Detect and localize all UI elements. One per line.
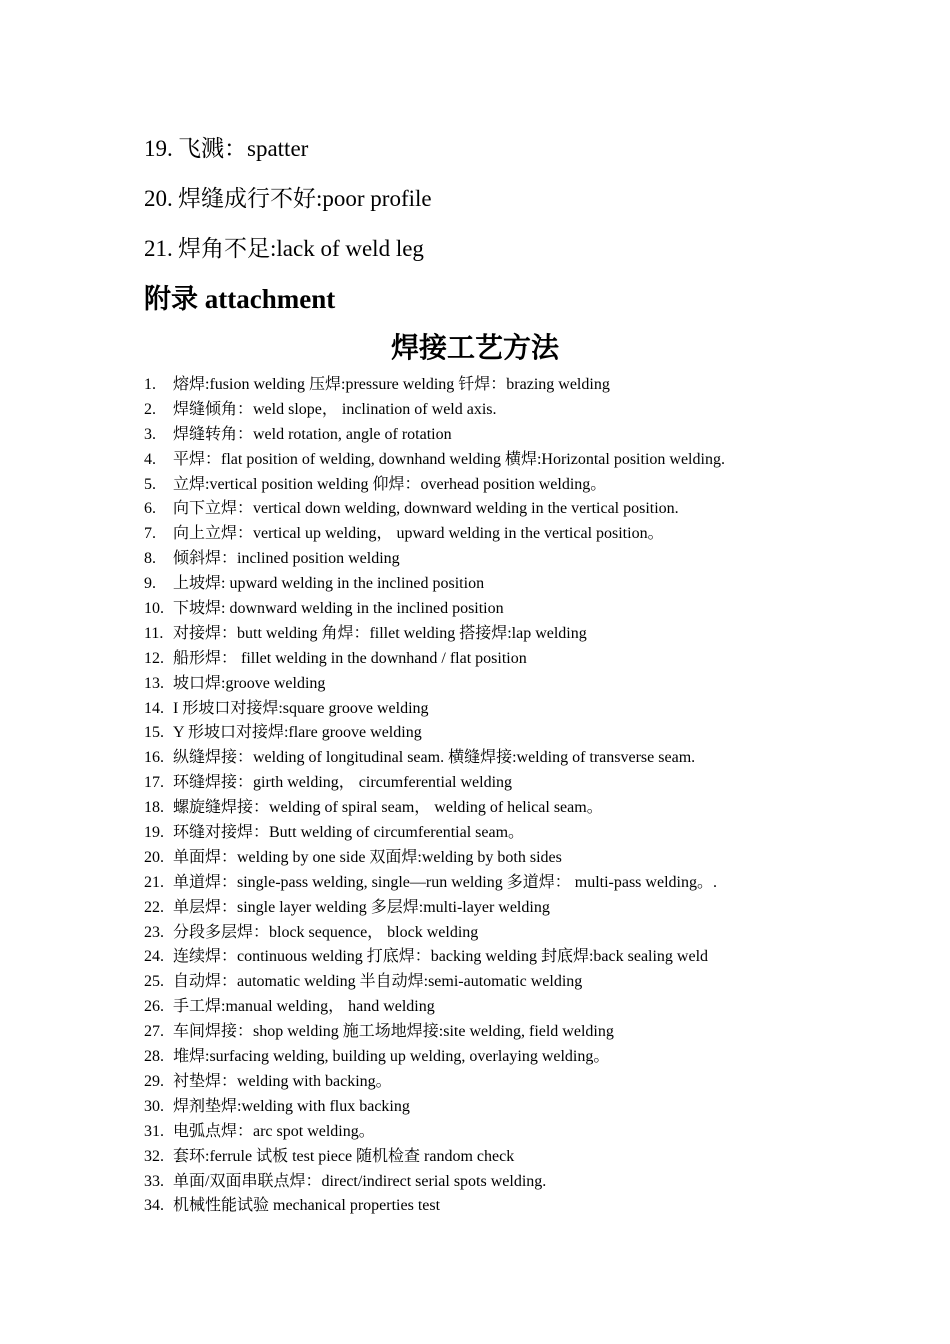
term-item <box>144 871 864 896</box>
term-number: 2. <box>144 400 156 418</box>
term-item <box>144 970 864 995</box>
term-text: 焊剂垫焊:welding with flux backing <box>173 1097 410 1115</box>
term-text: 环缝焊接：girth welding， circumferential welding <box>173 774 513 792</box>
section-title: 焊接工艺方法 <box>390 333 559 364</box>
term-number: 25. <box>144 973 164 991</box>
list-item <box>144 130 864 180</box>
term-text: 向上立焊：vertical up welding， upward welding in the vertical position。 <box>173 525 664 543</box>
term-text: 对接焊：butt welding 角焊：fillet welding 搭接焊:lap welding <box>173 624 587 642</box>
term-item <box>144 846 864 871</box>
term-item <box>144 896 864 921</box>
term-text: 焊缝倾角：weld slope， inclination of weld axis. <box>173 400 497 418</box>
term-item <box>144 721 864 746</box>
term-item <box>144 1020 864 1045</box>
term-item <box>144 597 864 622</box>
term-text: 自动焊：automatic welding 半自动焊:semi-automatic welding <box>173 973 583 991</box>
term-number: 14. <box>144 699 164 717</box>
appendix-heading: 附录 attachment <box>144 284 336 314</box>
term-number: 32. <box>144 1147 164 1165</box>
term-number: 13. <box>144 674 164 692</box>
term-number: 16. <box>144 749 164 767</box>
term-text: 下坡焊: downward welding in the inclined position <box>173 600 504 618</box>
term-text: 套环:ferrule 试板 test piece 随机检查 random check <box>173 1147 515 1165</box>
term-item <box>144 647 864 672</box>
term-text: 螺旋缝焊接：welding of spiral seam， welding of helical seam。 <box>173 799 603 817</box>
term-number: 11. <box>144 624 164 642</box>
term-text: 连续焊：continuous welding 打底焊：backing welding 封底焊:back sealing weld <box>173 948 709 966</box>
term-item <box>144 697 864 722</box>
term-item <box>144 622 864 647</box>
term-number: 22. <box>144 898 164 916</box>
term-number: 6. <box>144 500 156 518</box>
item-text: 飞溅：spatter <box>178 136 309 161</box>
term-number: 29. <box>144 1072 164 1090</box>
term-text: 环缝对接焊：Butt welding of circumferential seam。 <box>173 824 525 842</box>
term-text: 堆焊:surfacing welding, building up welding, overlaying welding。 <box>173 1048 610 1066</box>
term-item <box>144 373 864 398</box>
term-text: 机械性能试验 mechanical properties test <box>173 1197 441 1215</box>
welding-process-term-list <box>144 373 864 1219</box>
term-text: 立焊:vertical position welding 仰焊：overhead position welding。 <box>173 475 607 493</box>
term-text: 单面焊：welding by one side 双面焊:welding by both sides <box>173 848 562 866</box>
term-item <box>144 672 864 697</box>
item-text: 焊角不足:lack of weld leg <box>178 236 424 261</box>
term-number: 24. <box>144 948 164 966</box>
term-text: 单道焊：single-pass welding, single—run welding 多道焊： multi-pass welding。. <box>173 873 717 891</box>
term-item <box>144 398 864 423</box>
term-text: 坡口焊:groove welding <box>173 674 326 692</box>
term-number: 3. <box>144 425 156 443</box>
term-item <box>144 921 864 946</box>
term-item <box>144 473 864 498</box>
term-text: 电弧点焊：arc spot welding。 <box>173 1122 375 1140</box>
term-number: 17. <box>144 774 164 792</box>
term-number: 18. <box>144 799 164 817</box>
term-number: 4. <box>144 450 156 468</box>
term-number: 7. <box>144 525 156 543</box>
term-number: 31. <box>144 1122 164 1140</box>
term-text: 手工焊:manual welding， hand welding <box>173 998 435 1016</box>
term-text: 衬垫焊：welding with backing。 <box>173 1072 392 1090</box>
term-text: 平焊：flat position of welding, downhand welding 横焊:Horizontal position welding. <box>173 450 725 468</box>
term-text: 单面/双面串联点焊：direct/indirect serial spots welding. <box>173 1172 547 1190</box>
term-number: 8. <box>144 550 156 568</box>
term-text: 船形焊： fillet welding in the downhand / flat position <box>173 649 527 667</box>
term-number: 19. <box>144 824 164 842</box>
term-item <box>144 945 864 970</box>
term-number: 12. <box>144 649 164 667</box>
term-text: 纵缝焊接：welding of longitudinal seam. 横缝焊接:welding of transverse seam. <box>173 749 696 767</box>
item-number: 19. <box>144 136 173 161</box>
term-item <box>144 1170 864 1195</box>
term-item <box>144 1070 864 1095</box>
term-number: 5. <box>144 475 156 493</box>
term-number: 30. <box>144 1097 164 1115</box>
term-text: 向下立焊：vertical down welding, downward welding in the vertical position. <box>173 500 679 518</box>
term-text: Y 形坡口对接焊:flare groove welding <box>173 724 422 742</box>
term-text: 分段多层焊：block sequence， block welding <box>173 923 479 941</box>
term-item <box>144 522 864 547</box>
term-item <box>144 796 864 821</box>
term-item <box>144 1045 864 1070</box>
term-item <box>144 995 864 1020</box>
term-number: 20. <box>144 848 164 866</box>
term-text: 倾斜焊：inclined position welding <box>173 550 400 568</box>
term-item <box>144 1120 864 1145</box>
term-number: 9. <box>144 575 156 593</box>
term-item <box>144 448 864 473</box>
term-number: 10. <box>144 600 164 618</box>
term-item <box>144 547 864 572</box>
item-number: 20. <box>144 186 173 211</box>
term-text: 焊缝转角：weld rotation, angle of rotation <box>173 425 452 443</box>
term-item <box>144 1095 864 1120</box>
term-item <box>144 497 864 522</box>
term-text: 上坡焊: upward welding in the inclined position <box>173 575 485 593</box>
term-number: 33. <box>144 1172 164 1190</box>
term-text: 车间焊接：shop welding 施工场地焊接:site welding, field welding <box>173 1023 614 1041</box>
term-number: 21. <box>144 873 164 891</box>
term-item <box>144 771 864 796</box>
term-item <box>144 423 864 448</box>
term-item <box>144 821 864 846</box>
term-item <box>144 572 864 597</box>
term-number: 23. <box>144 923 164 941</box>
term-number: 15. <box>144 724 164 742</box>
term-number: 1. <box>144 376 156 393</box>
term-text: 熔焊:fusion welding 压焊:pressure welding 钎焊：brazing welding <box>173 376 610 393</box>
list-item <box>144 230 864 280</box>
term-item <box>144 1194 864 1219</box>
term-text: 单层焊：single layer welding 多层焊:multi-layer welding <box>173 898 550 916</box>
term-number: 26. <box>144 998 164 1016</box>
term-number: 27. <box>144 1023 164 1041</box>
term-text: I 形坡口对接焊:square groove welding <box>173 699 429 717</box>
term-number: 34. <box>144 1197 164 1215</box>
term-item <box>144 1145 864 1170</box>
term-item <box>144 746 864 771</box>
list-item <box>144 180 864 230</box>
item-text: 焊缝成行不好:poor profile <box>178 186 432 211</box>
term-number: 28. <box>144 1048 164 1066</box>
continued-defect-list <box>144 130 864 280</box>
item-number: 21. <box>144 236 173 261</box>
